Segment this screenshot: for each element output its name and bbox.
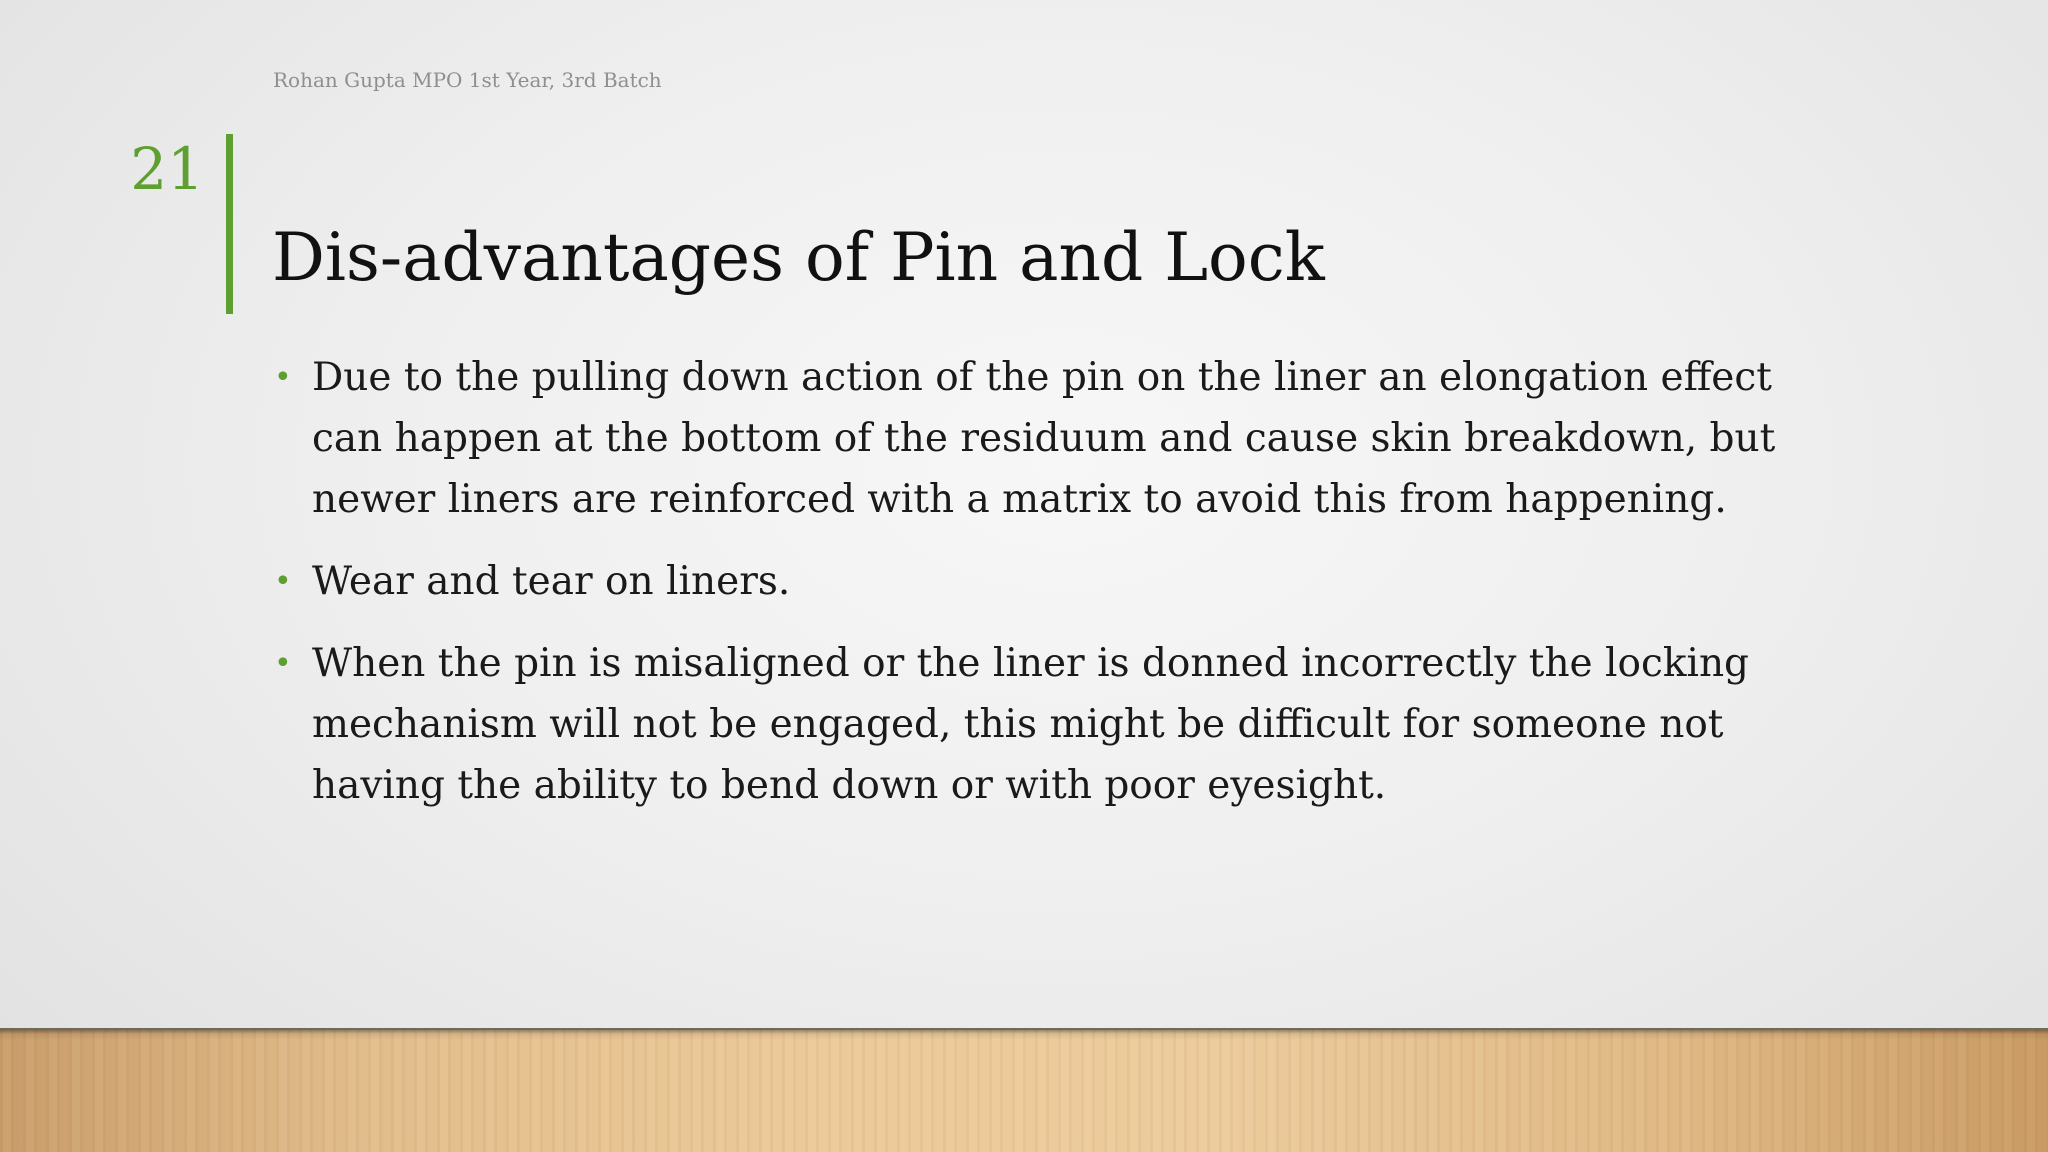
accent-bar [226,134,233,314]
slide-title: Dis-advantages of Pin and Lock [272,219,1325,296]
wood-floor-background [0,1030,2048,1152]
slide-number: 21 [130,135,204,203]
bullet-icon: • [274,360,292,395]
bullet-list [272,347,1832,837]
bullet-text: When the pin is misaligned or the liner is donned incorrectly the locking mechanism will not be engaged, this might be difficult for someone not having the ability to bend down or with poor eyesight. [312,641,1750,808]
bullet-text: Wear and tear on liners. [312,559,791,604]
bullet-item [272,633,1832,816]
bullet-item [272,347,1832,530]
slide-header: Rohan Gupta MPO 1st Year, 3rd Batch [273,68,662,92]
bullet-icon: • [274,646,292,681]
bullet-text: Due to the pulling down action of the pin on the liner an elongation effect can happen at the bottom of the residuum and cause skin breakdown, but newer liners are reinforced with a matrix to avoid this from happening. [312,355,1776,522]
bullet-icon: • [274,564,292,599]
bullet-item [272,551,1832,612]
